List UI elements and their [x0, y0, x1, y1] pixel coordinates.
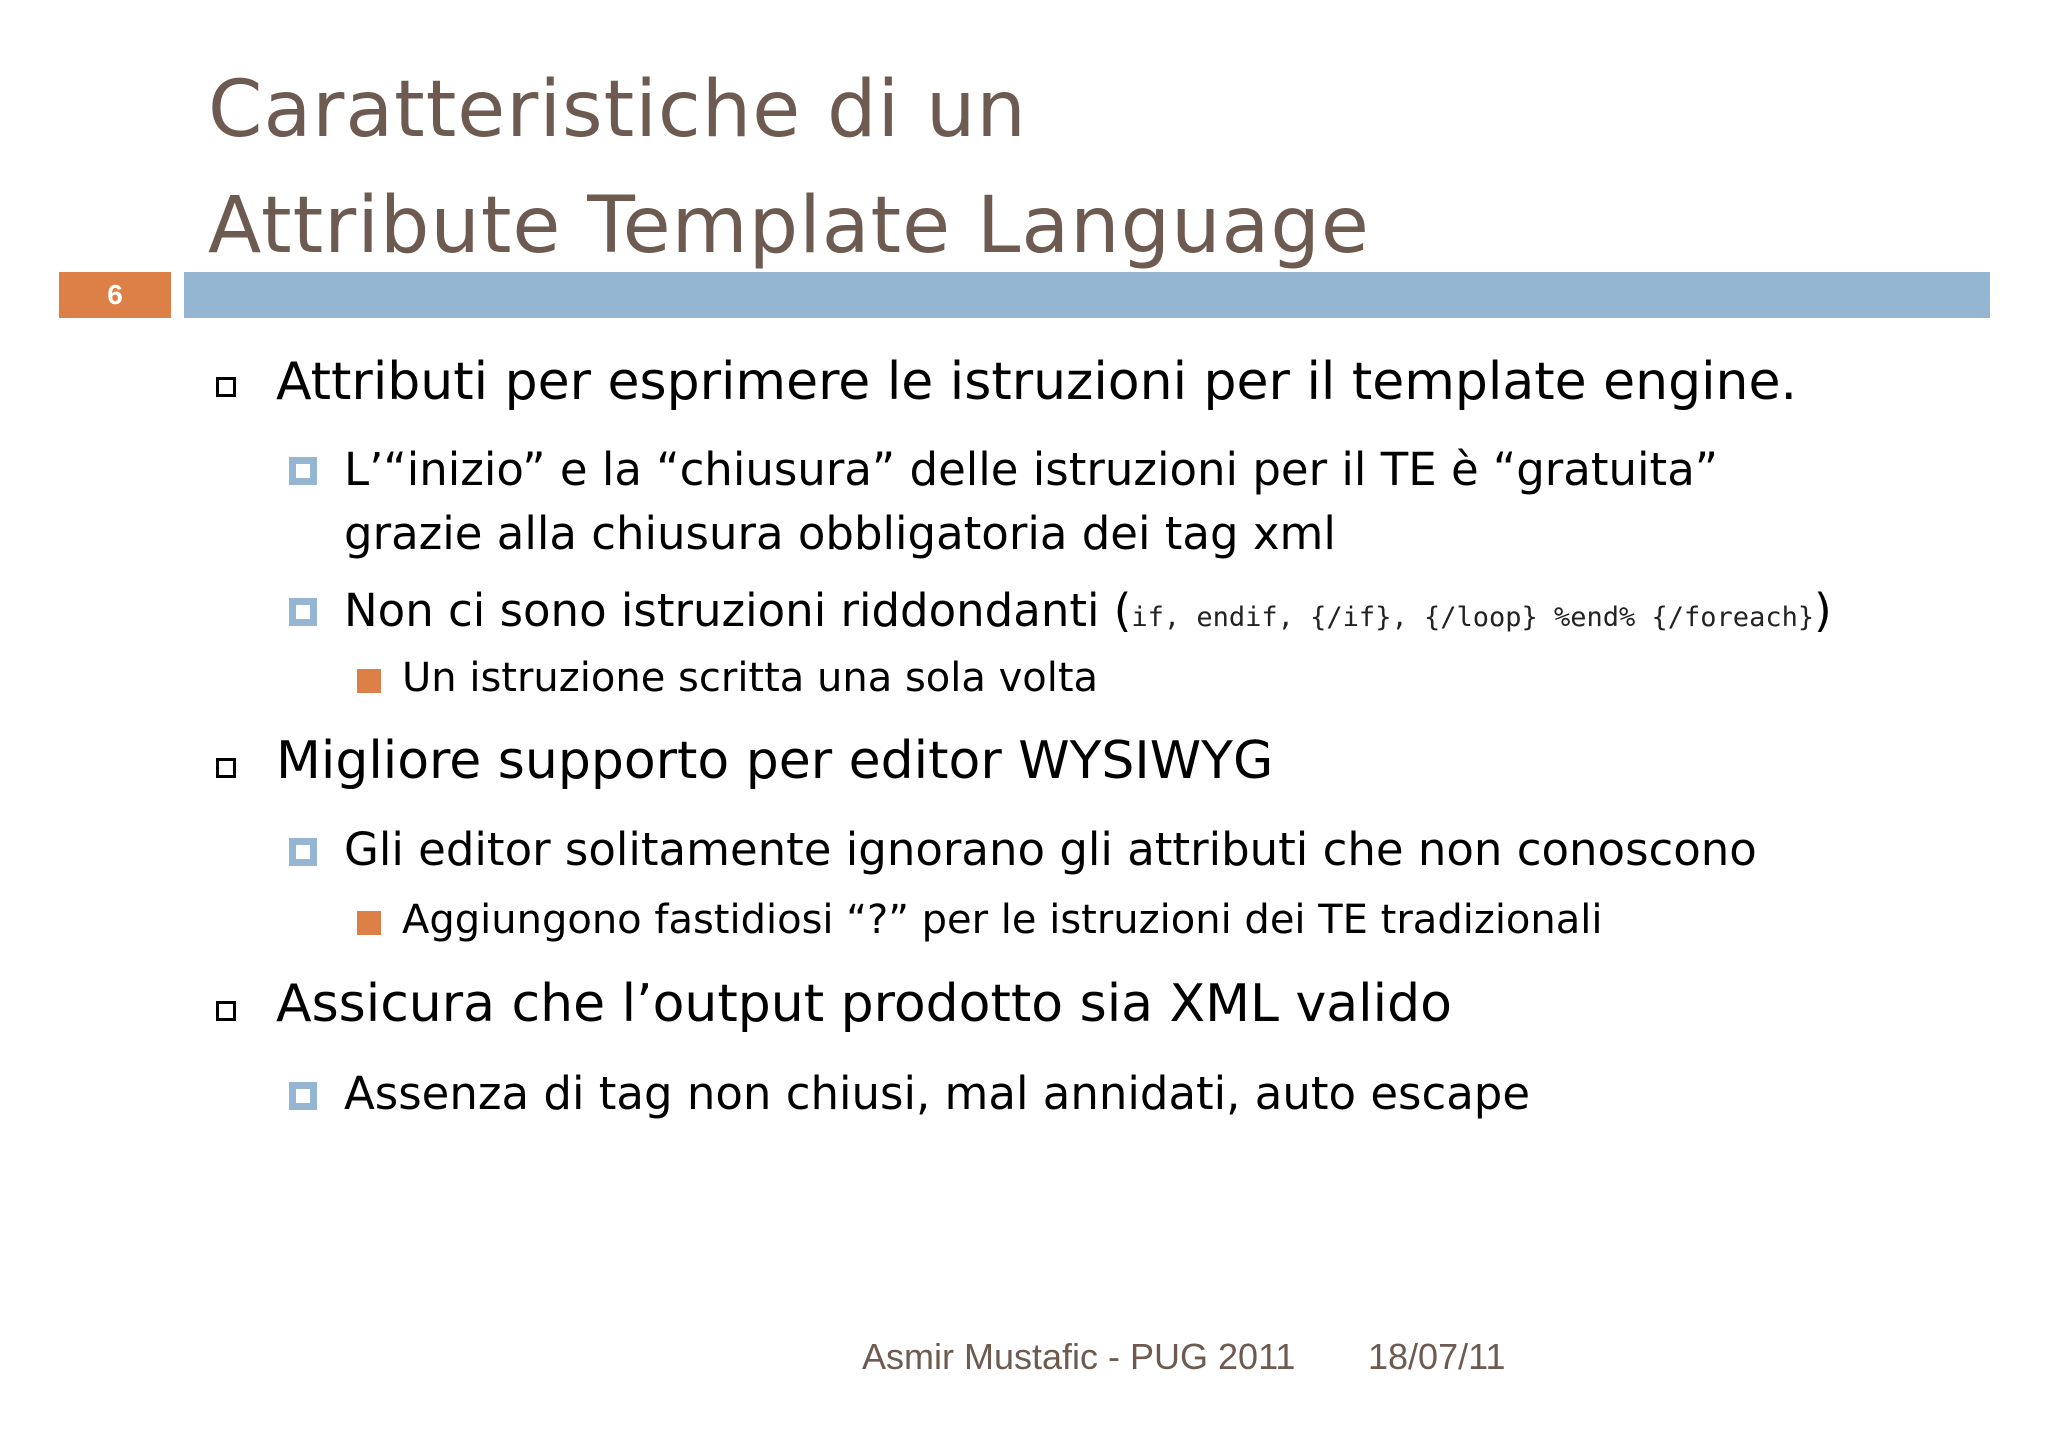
bullet-text-after: )	[1814, 584, 1832, 637]
slide-title-line1: Caratteristiche di un	[208, 65, 1027, 155]
code-snippet: if, endif, {/if}, {/loop} %end% {/foreach}	[1131, 602, 1815, 633]
bullet-level2: Assenza di tag non chiusi, mal annidati, auto escape	[344, 1067, 1531, 1120]
bullet-level1: Attributi per esprimere le istruzioni per il template engine.	[276, 352, 1798, 412]
square-blue-bullet-icon	[289, 598, 317, 626]
bullet-level2-line2: grazie alla chiusura obbligatoria dei tag xml	[344, 507, 1336, 560]
square-outline-bullet-icon	[216, 1001, 236, 1021]
footer-author: Asmir Mustafic - PUG 2011	[862, 1336, 1296, 1377]
bullet-level2-line1: L’“inizio” e la “chiusura” delle istruzioni per il TE è “gratuita”	[344, 443, 1719, 496]
bullet-level2: Gli editor solitamente ignorano gli attributi che non conoscono	[344, 823, 1757, 876]
square-blue-bullet-icon	[289, 1082, 317, 1110]
bullet-level1: Migliore supporto per editor WYSIWYG	[276, 731, 1274, 791]
bullet-level1: Assicura che l’output prodotto sia XML valido	[276, 974, 1452, 1034]
square-outline-bullet-icon	[216, 758, 236, 778]
footer-date: 18/07/11	[1368, 1336, 1506, 1377]
bullet-level3: Un istruzione scritta una sola volta	[402, 655, 1099, 701]
bullet-level2-code	[344, 579, 1832, 650]
square-orange-bullet-icon	[357, 911, 381, 935]
square-outline-bullet-icon	[216, 377, 236, 397]
bullet-text-before: Non ci sono istruzioni riddondanti (	[344, 584, 1132, 637]
slide-title-line2: Attribute Template Language	[208, 181, 1370, 271]
bullet-level3: Aggiungono fastidiosi “?” per le istruzioni dei TE tradizionali	[402, 897, 1603, 943]
square-blue-bullet-icon	[289, 838, 317, 866]
page-number-badge: 6	[59, 272, 171, 318]
square-blue-bullet-icon	[289, 457, 317, 485]
square-orange-bullet-icon	[357, 669, 381, 693]
